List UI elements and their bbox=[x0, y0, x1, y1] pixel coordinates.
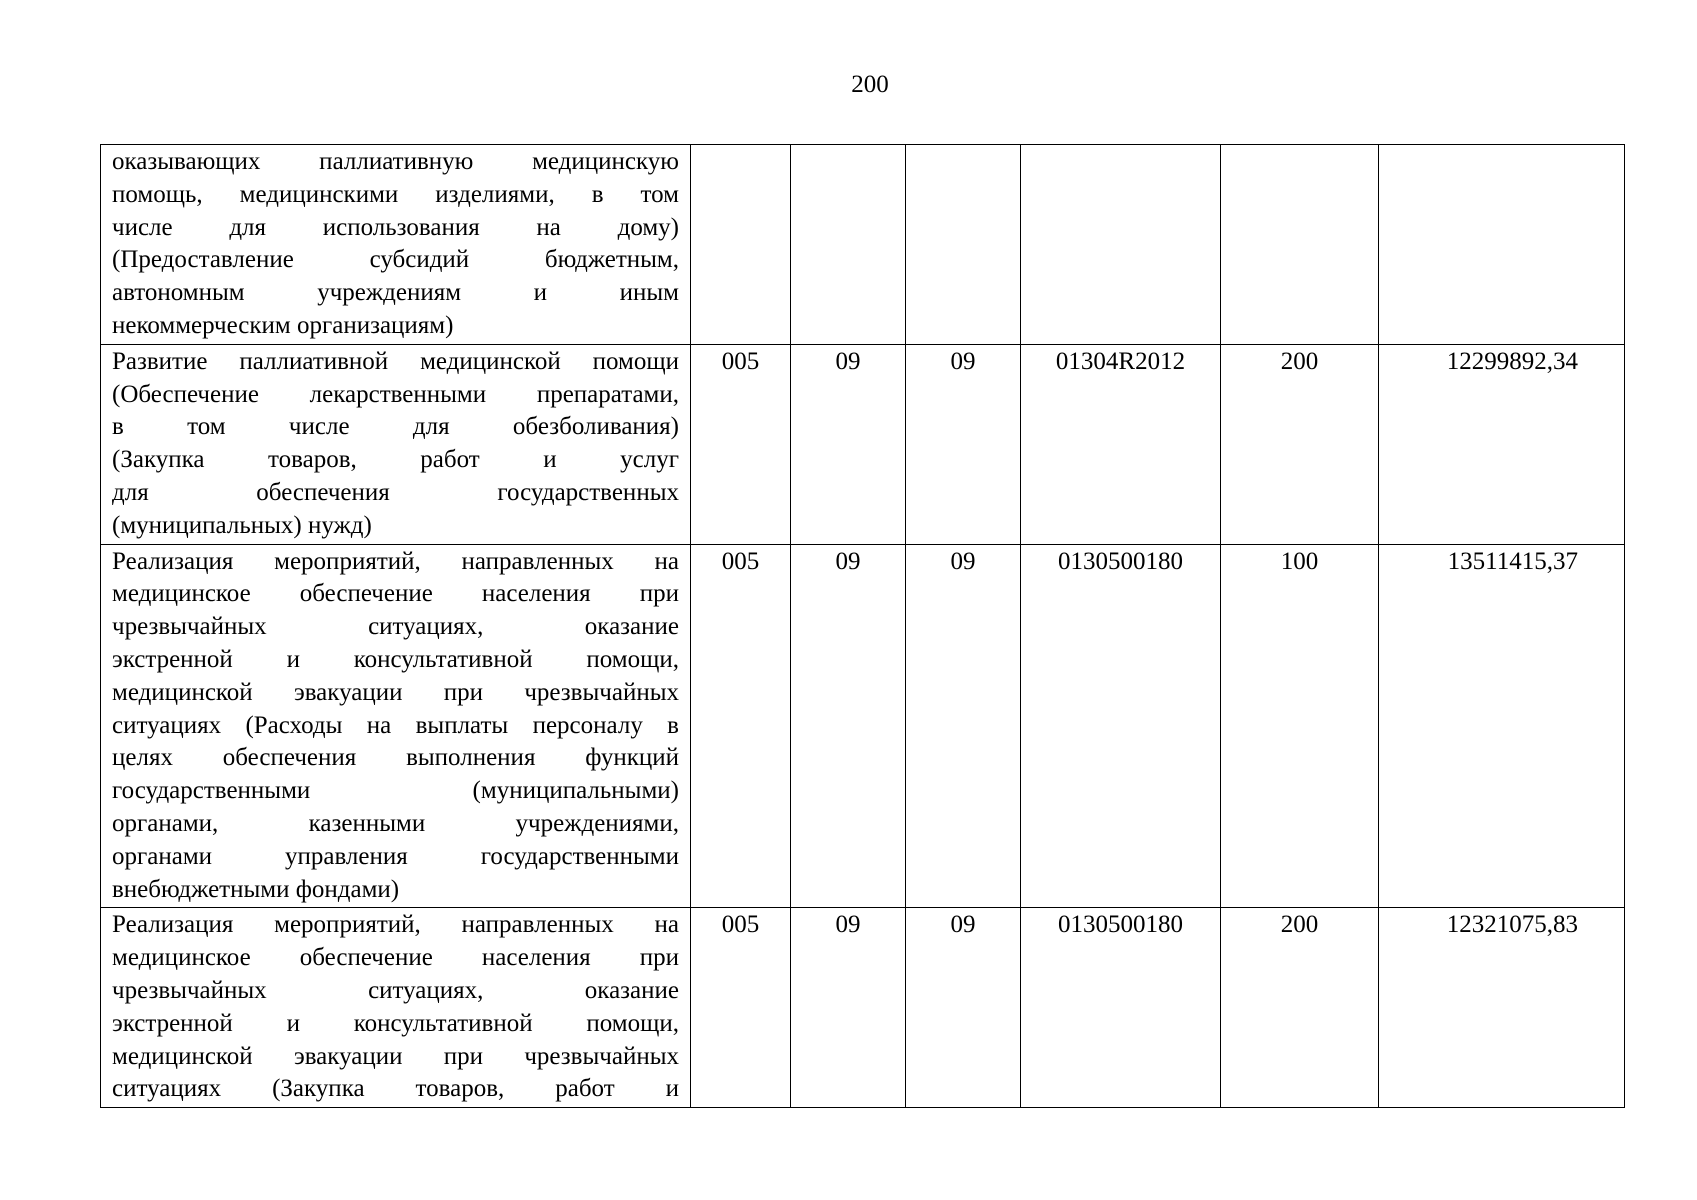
description-line: ситуациях (Закупка товаров, работ и bbox=[112, 1075, 679, 1103]
section-code-cell: 09 bbox=[791, 908, 906, 1108]
description-line: медицинской эвакуации при чрезвычайных bbox=[112, 678, 679, 706]
description-line: числе для использования на дому) bbox=[112, 213, 679, 241]
description-cell bbox=[101, 145, 691, 345]
ministry-code-cell: 005 bbox=[691, 544, 791, 908]
description-line: государственными (муниципальными) bbox=[112, 777, 679, 805]
description-cell bbox=[101, 908, 691, 1108]
description-line: Реализация мероприятий, направленных на bbox=[112, 911, 679, 939]
description-line: (муниципальных) нужд) bbox=[112, 511, 372, 539]
description-line: целях обеспечения выполнения функций bbox=[112, 744, 679, 772]
expense-type-cell bbox=[1221, 145, 1379, 345]
description-cell bbox=[101, 344, 691, 544]
description-line: внебюджетными фондами) bbox=[112, 875, 400, 903]
expense-type-cell: 200 bbox=[1221, 344, 1379, 544]
budget-table bbox=[100, 144, 1625, 1108]
subsection-code-cell: 09 bbox=[906, 344, 1021, 544]
table-row bbox=[101, 344, 1625, 544]
expense-type-cell: 100 bbox=[1221, 544, 1379, 908]
section-code-cell: 09 bbox=[791, 544, 906, 908]
section-code-cell: 09 bbox=[791, 344, 906, 544]
ministry-code-cell: 005 bbox=[691, 344, 791, 544]
target-code-cell bbox=[1021, 145, 1221, 345]
description-line: в том числе для обезболивания) bbox=[112, 413, 679, 441]
subsection-code-cell bbox=[906, 145, 1021, 345]
expense-type-cell: 200 bbox=[1221, 908, 1379, 1108]
description-line: некоммерческим организациям) bbox=[112, 311, 454, 339]
description-line: органами, казенными учреждениями, bbox=[112, 809, 679, 837]
description-line: медицинское обеспечение населения при bbox=[112, 580, 679, 608]
description-line: чрезвычайных ситуациях, оказание bbox=[112, 976, 679, 1004]
description-line: Развитие паллиативной медицинской помощи bbox=[112, 347, 679, 375]
table-row bbox=[101, 145, 1625, 345]
description-line: (Обеспечение лекарственными препаратами, bbox=[112, 380, 679, 408]
target-code-cell: 0130500180 bbox=[1021, 544, 1221, 908]
page-number: 200 bbox=[851, 71, 889, 98]
ministry-code-cell bbox=[691, 145, 791, 345]
description-line: медицинской эвакуации при чрезвычайных bbox=[112, 1042, 679, 1070]
description-line: (Предоставление субсидий бюджетным, bbox=[112, 246, 679, 274]
description-line: экстренной и консультативной помощи, bbox=[112, 1009, 679, 1037]
description-line: Реализация мероприятий, направленных на bbox=[112, 547, 679, 575]
table-row bbox=[101, 544, 1625, 908]
description-cell bbox=[101, 544, 691, 908]
description-line: оказывающих паллиативную медицинскую bbox=[112, 148, 679, 175]
target-code-cell: 0130500180 bbox=[1021, 908, 1221, 1108]
description-line: органами управления государственными bbox=[112, 842, 679, 870]
description-line: (Закупка товаров, работ и услуг bbox=[112, 446, 679, 474]
subsection-code-cell: 09 bbox=[906, 908, 1021, 1108]
description-line: автономным учреждениям и иным bbox=[112, 279, 679, 307]
amount-cell: 13511415,37 bbox=[1379, 544, 1625, 908]
target-code-cell: 01304R2012 bbox=[1021, 344, 1221, 544]
amount-cell bbox=[1379, 145, 1625, 345]
section-code-cell bbox=[791, 145, 906, 345]
description-line: чрезвычайных ситуациях, оказание bbox=[112, 613, 679, 641]
subsection-code-cell: 09 bbox=[906, 544, 1021, 908]
description-line: ситуациях (Расходы на выплаты персоналу в bbox=[112, 711, 679, 739]
table-row bbox=[101, 908, 1625, 1108]
description-line: для обеспечения государственных bbox=[112, 478, 679, 506]
description-line: экстренной и консультативной помощи, bbox=[112, 645, 679, 673]
amount-cell: 12299892,34 bbox=[1379, 344, 1625, 544]
ministry-code-cell: 005 bbox=[691, 908, 791, 1108]
description-line: помощь, медицинскими изделиями, в том bbox=[112, 180, 679, 208]
description-line: медицинское обеспечение населения при bbox=[112, 944, 679, 972]
amount-cell: 12321075,83 bbox=[1379, 908, 1625, 1108]
